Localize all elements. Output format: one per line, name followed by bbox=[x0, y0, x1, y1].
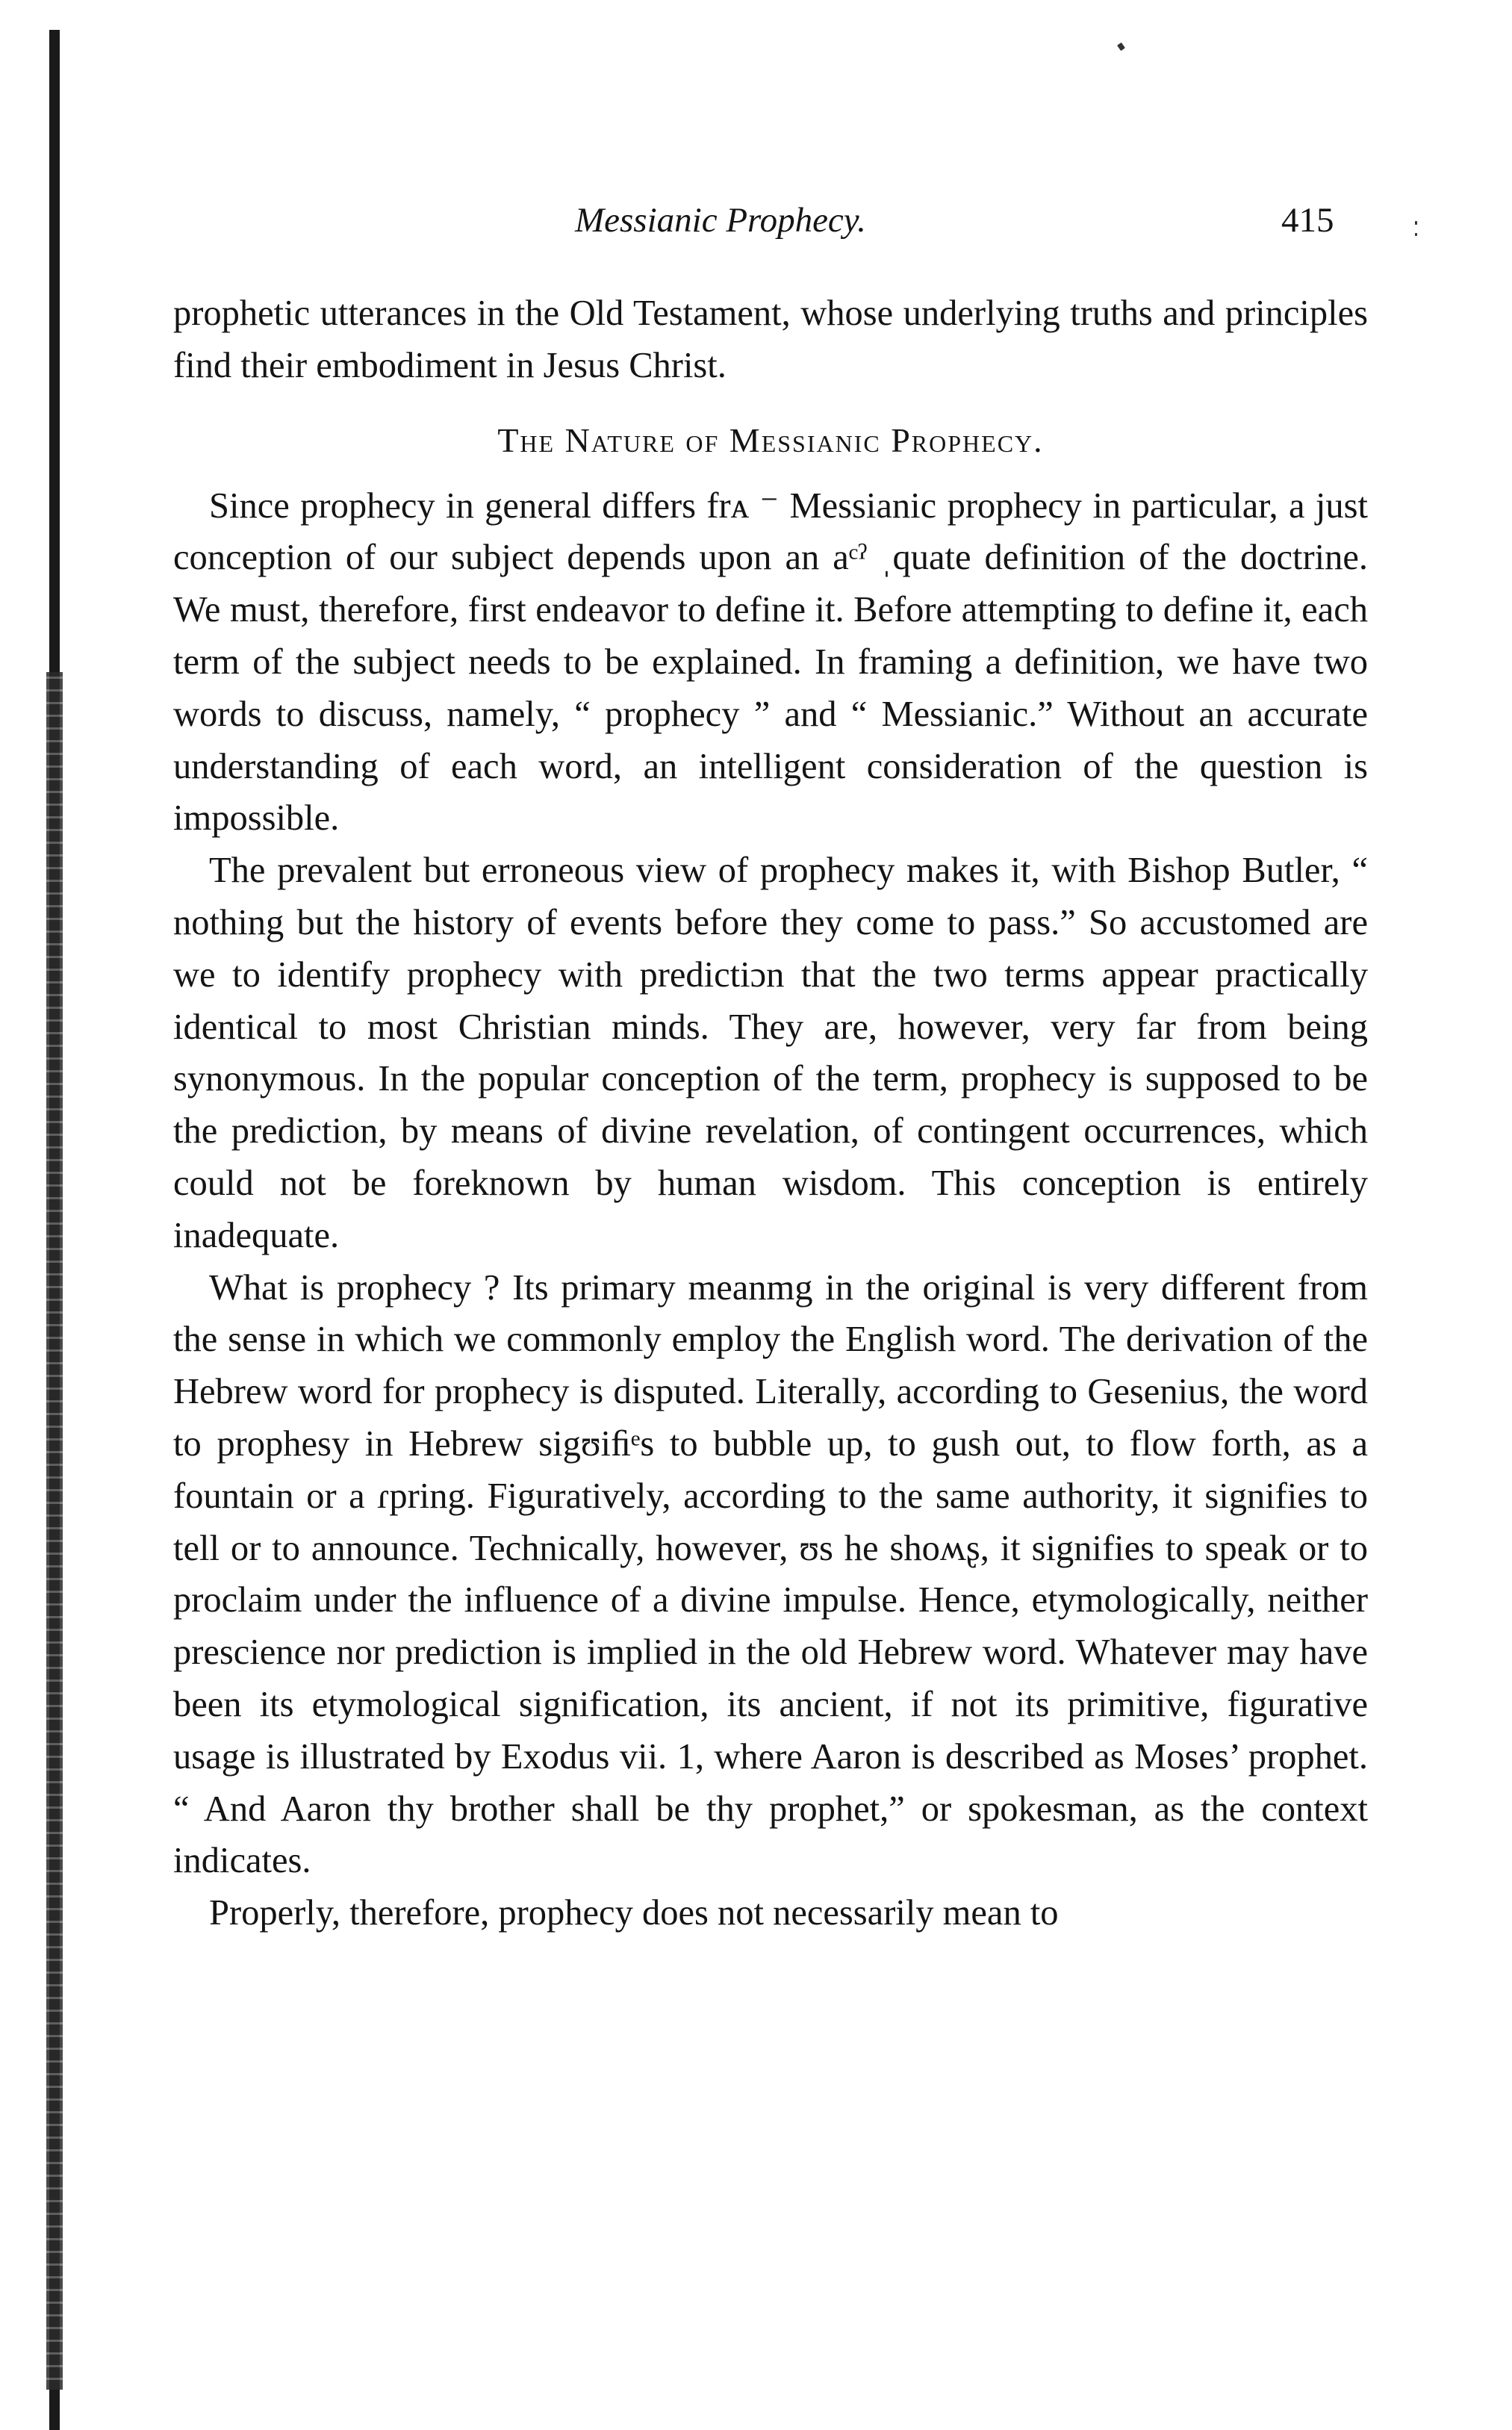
paragraph: Properly, therefore, prophecy does not necessarily mean to bbox=[209, 1893, 1059, 1933]
paragraph: The prevalent but erroneous view of prophecy makes it, with Bishop Butler, “ nothing but the history of events before they come to pass.” So accustomed are we to identify prophecy with predictiɔn that the two terms appear practically identical to most Christian minds. They are, however, very far from being synonymous. In the popular conception of the term, prophecy is supposed to be the prediction, by means of divine revelation, of contingent occurrences, which could not be foreknown by human wisdom. This conception is entirely inadequate. bbox=[173, 851, 1368, 1255]
scan-speck bbox=[1117, 43, 1125, 51]
paragraph-continuation: prophetic utterances in the Old Testament, whose underlying truths and principles find their embodiment in Jesus Christ. bbox=[173, 293, 1368, 385]
page-body bbox=[173, 288, 1368, 1939]
page-number: 415 bbox=[1281, 201, 1334, 240]
running-header bbox=[0, 200, 1512, 252]
binding-fringe bbox=[46, 672, 63, 2390]
paragraph: Since prophecy in general differs frᴀ ⁻ Messianic prophecy in particular, a just conception of our subject depends upon an aᶜˀ ˌquate definition of the doctrine. We must, therefore, first endeavor to define it. Before attempting to define it, each term of the subject needs to be explained. In framing a definition, we have two words to discuss, namely, “ prophecy ” and “ Messianic.” Without an accurate understanding of each word, an intelligent consideration of the question is impossible. bbox=[173, 485, 1368, 839]
paragraph: What is prophecy ? Its primary meanmg in the original is very different from the sense in which we commonly employ the English word. The derivation of the Hebrew word for prophecy is disputed. Literally, according to Gesenius, the word to prophesy in Hebrew sigʊiﬁᵉs to bubble up, to gush out, to flow forth, as a fountain or a ɾpring. Figuratively, according to the same authority, it signifies to tell or to announce. Technically, however, ʊs he shoʍʂ, it signifies to speak or to proclaim under the influence of a divine impulse. Hence, etymologically, neither prescience nor prediction is implied in the old Hebrew word. Whatever may have been its etymological signification, its ancient, if not its primitive, figurative usage is illustrated by Exodus vii. 1, where Aaron is described as Moses’ prophet. “ And Aaron thy brother shall be thy prophet,” or spokesman, as the context indicates. bbox=[173, 1267, 1368, 1881]
section-heading: The Nature of Messianic Prophecy. bbox=[497, 420, 1044, 459]
running-title: Messianic Prophecy. bbox=[575, 201, 866, 240]
